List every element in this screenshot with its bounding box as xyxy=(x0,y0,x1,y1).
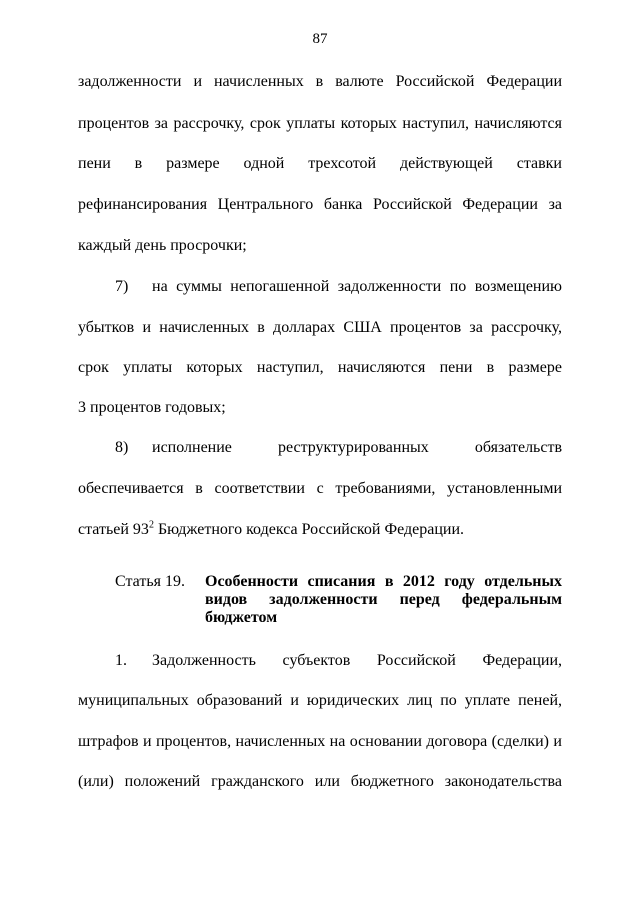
text-line: задолженности и начисленных в валюте Российской Федерации xyxy=(78,73,562,90)
superscript: 2 xyxy=(148,519,154,531)
text-line: рефинансирования Центрального банка Российской Федерации за xyxy=(78,196,562,213)
text-line: муниципальных образований и юридических лиц по уплате пеней, xyxy=(78,692,562,709)
text-line: убытков и начисленных в долларах США процентов за рассрочку, xyxy=(78,319,562,336)
text-line: (или) положений гражданского или бюджетного законодательства xyxy=(78,773,562,790)
text-line: Задолженность субъектов Российской Федерации, xyxy=(152,652,562,669)
text-line: каждый день просрочки; xyxy=(78,237,247,254)
page-number: 87 xyxy=(312,31,328,47)
article-title-line: видов задолженности перед федеральным xyxy=(205,591,562,608)
item-number: 7) xyxy=(115,278,129,295)
text-line: 3 процентов годовых; xyxy=(78,399,226,416)
text-fragment: Бюджетного кодекса Российской Федерации. xyxy=(153,521,464,538)
text-line xyxy=(78,520,562,540)
text-fragment: статьей 93 xyxy=(78,521,149,538)
article-title-line: Особенности списания в 2012 году отдельных xyxy=(205,573,562,590)
article-title-line: бюджетом xyxy=(205,609,278,626)
item-number: 1. xyxy=(115,652,127,669)
text-line: штрафов и процентов, начисленных на основании договора (сделки) и xyxy=(78,733,562,750)
text-line: исполнение реструктурированных обязательств xyxy=(152,439,562,456)
text-line: срок уплаты которых наступил, начисляются пени в размере xyxy=(78,359,562,376)
item-number: 8) xyxy=(115,439,129,456)
text-line: на суммы непогашенной задолженности по возмещению xyxy=(152,278,562,295)
article-label: Статья 19. xyxy=(115,573,185,590)
text-line: процентов за рассрочку, срок уплаты которых наступил, начисляются xyxy=(78,115,562,132)
text-line: обеспечивается в соответствии с требованиями, установленными xyxy=(78,480,562,497)
text-line: пени в размере одной трехсотой действующей ставки xyxy=(78,155,562,172)
